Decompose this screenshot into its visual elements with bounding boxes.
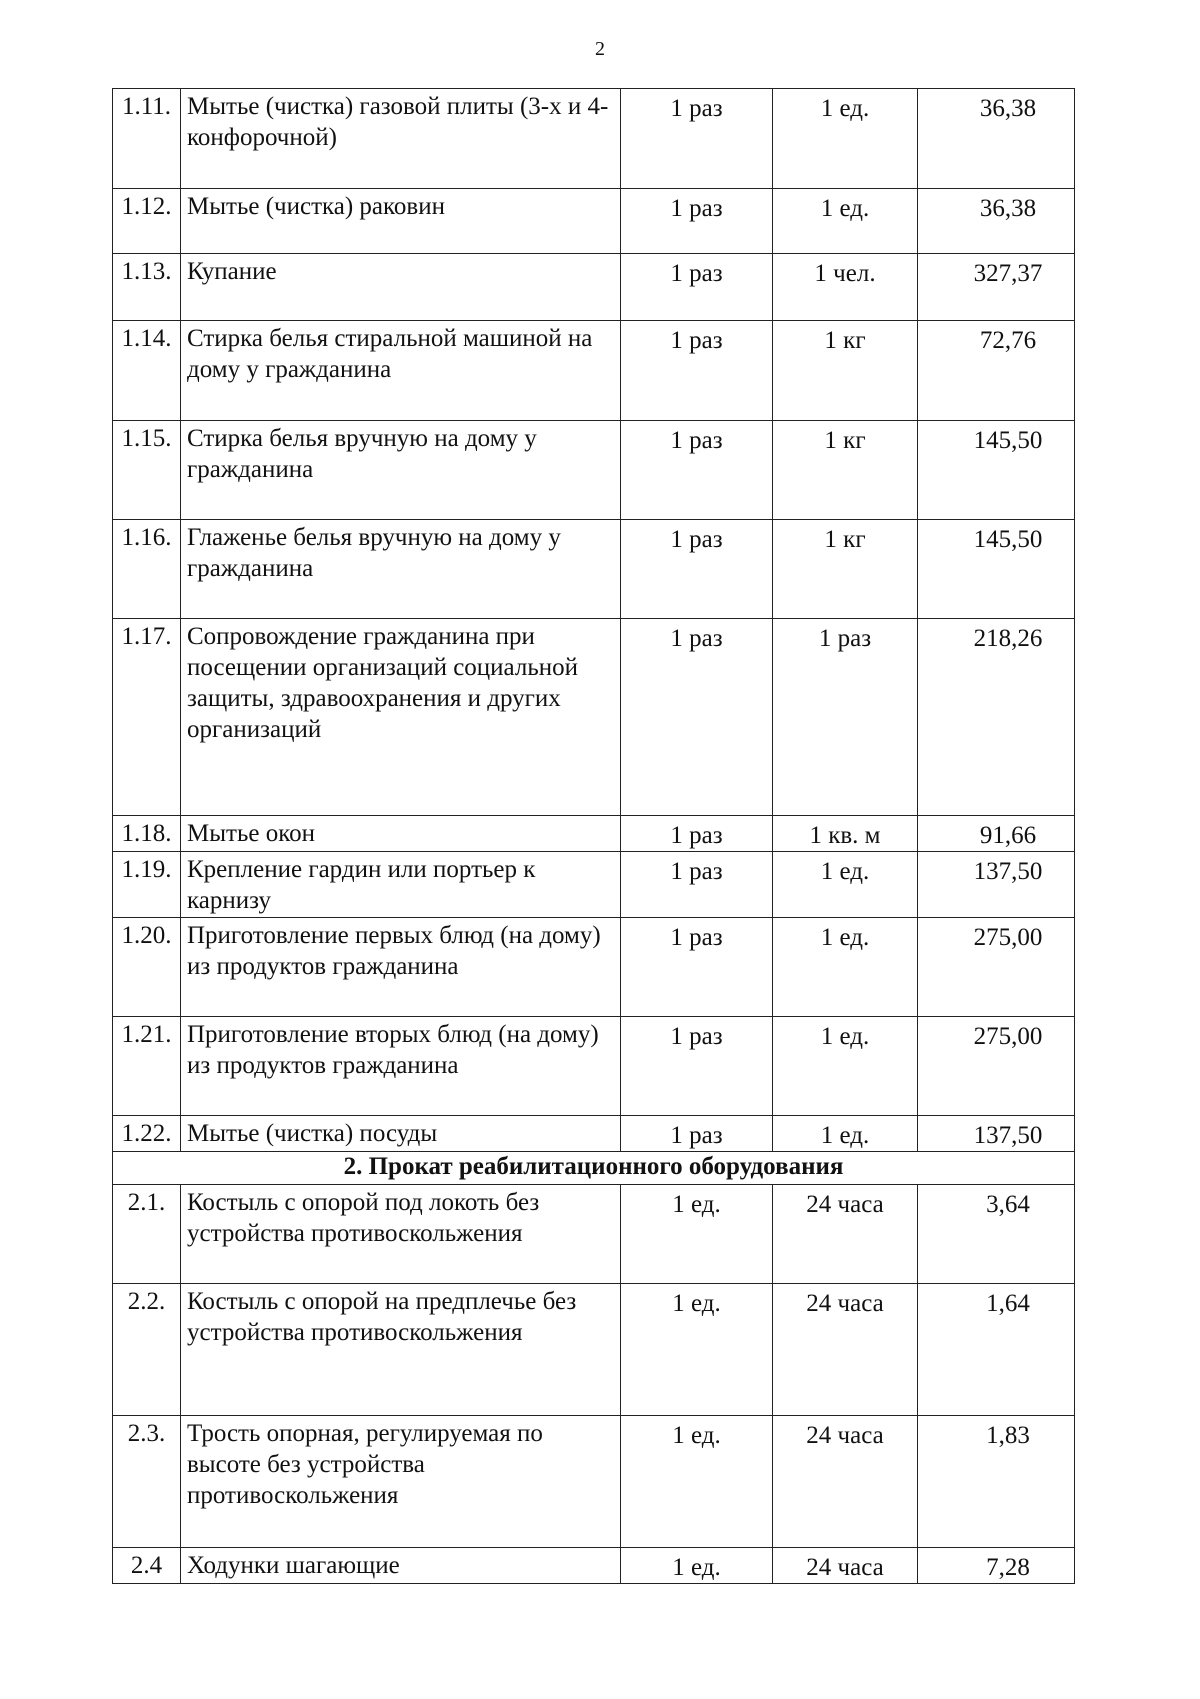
- price-cell: 7,28: [918, 1548, 1075, 1584]
- service-name: Крепление гардин или портьер к карнизу: [181, 852, 621, 918]
- table-row: [113, 1017, 1075, 1116]
- price-cell: 327,37: [918, 254, 1075, 321]
- frequency-cell: 1 раз: [621, 1116, 773, 1152]
- service-name: Купание: [181, 254, 621, 321]
- row-number: 2.2.: [113, 1284, 181, 1416]
- unit-cell: 1 кг: [773, 321, 918, 421]
- service-name: Сопровождение гражданина при посещении организаций социальной защиты, здравоохранения и других организаций: [181, 619, 621, 816]
- price-table: [112, 88, 1075, 1584]
- service-name: Приготовление вторых блюд (на дому) из продуктов гражданина: [181, 1017, 621, 1116]
- table-row: [113, 816, 1075, 852]
- price-cell: 1,83: [918, 1416, 1075, 1548]
- unit-cell: 1 кв. м: [773, 816, 918, 852]
- row-number: 2.4: [113, 1548, 181, 1584]
- frequency-cell: 1 ед.: [621, 1284, 773, 1416]
- table-row: [113, 619, 1075, 816]
- service-name: Стирка белья вручную на дому у гражданина: [181, 421, 621, 520]
- table-row: [113, 852, 1075, 918]
- table-row: [113, 918, 1075, 1017]
- frequency-cell: 1 раз: [621, 852, 773, 918]
- service-name: Глаженье белья вручную на дому у гражданина: [181, 520, 621, 619]
- service-name: Мытье (чистка) посуды: [181, 1116, 621, 1152]
- unit-cell: 1 кг: [773, 520, 918, 619]
- frequency-cell: 1 раз: [621, 918, 773, 1017]
- page-number: 2: [595, 38, 605, 60]
- price-cell: 145,50: [918, 421, 1075, 520]
- service-name: Мытье (чистка) раковин: [181, 189, 621, 254]
- unit-cell: 1 ед.: [773, 1116, 918, 1152]
- unit-cell: 1 раз: [773, 619, 918, 816]
- table-row: [113, 520, 1075, 619]
- row-number: 1.11.: [113, 89, 181, 189]
- service-name: Ходунки шагающие: [181, 1548, 621, 1584]
- service-name: Мытье (чистка) газовой плиты (3-х и 4-конфорочной): [181, 89, 621, 189]
- unit-cell: 1 кг: [773, 421, 918, 520]
- row-number: 1.22.: [113, 1116, 181, 1152]
- price-cell: 145,50: [918, 520, 1075, 619]
- frequency-cell: 1 раз: [621, 189, 773, 254]
- table-row: [113, 189, 1075, 254]
- frequency-cell: 1 раз: [621, 254, 773, 321]
- row-number: 1.13.: [113, 254, 181, 321]
- service-name: Приготовление первых блюд (на дому) из продуктов гражданина: [181, 918, 621, 1017]
- frequency-cell: 1 раз: [621, 321, 773, 421]
- unit-cell: 1 ед.: [773, 189, 918, 254]
- frequency-cell: 1 ед.: [621, 1548, 773, 1584]
- unit-cell: 1 ед.: [773, 1017, 918, 1116]
- row-number: 1.14.: [113, 321, 181, 421]
- row-number: 2.1.: [113, 1185, 181, 1284]
- row-number: 2.3.: [113, 1416, 181, 1548]
- price-cell: 137,50: [918, 1116, 1075, 1152]
- frequency-cell: 1 раз: [621, 816, 773, 852]
- row-number: 1.12.: [113, 189, 181, 254]
- row-number: 1.19.: [113, 852, 181, 918]
- frequency-cell: 1 ед.: [621, 1185, 773, 1284]
- frequency-cell: 1 ед.: [621, 1416, 773, 1548]
- unit-cell: 1 ед.: [773, 918, 918, 1017]
- table-row: [113, 1116, 1075, 1152]
- price-cell: 72,76: [918, 321, 1075, 421]
- frequency-cell: 1 раз: [621, 520, 773, 619]
- price-cell: 137,50: [918, 852, 1075, 918]
- section-title: 2. Прокат реабилитационного оборудования: [113, 1152, 1075, 1185]
- table-row: [113, 421, 1075, 520]
- table-row: [113, 254, 1075, 321]
- section-header-row: [113, 1152, 1075, 1185]
- price-cell: 3,64: [918, 1185, 1075, 1284]
- table-row: [113, 1416, 1075, 1548]
- price-cell: 275,00: [918, 1017, 1075, 1116]
- service-name: Мытье окон: [181, 816, 621, 852]
- unit-cell: 24 часа: [773, 1185, 918, 1284]
- table-row: [113, 89, 1075, 189]
- unit-cell: 1 чел.: [773, 254, 918, 321]
- service-name: Костыль с опорой на предплечье без устройства противоскольжения: [181, 1284, 621, 1416]
- price-cell: 1,64: [918, 1284, 1075, 1416]
- service-name: Костыль с опорой под локоть без устройства противоскольжения: [181, 1185, 621, 1284]
- row-number: 1.17.: [113, 619, 181, 816]
- price-cell: 275,00: [918, 918, 1075, 1017]
- row-number: 1.21.: [113, 1017, 181, 1116]
- price-cell: 91,66: [918, 816, 1075, 852]
- frequency-cell: 1 раз: [621, 89, 773, 189]
- frequency-cell: 1 раз: [621, 1017, 773, 1116]
- price-cell: 36,38: [918, 89, 1075, 189]
- row-number: 1.16.: [113, 520, 181, 619]
- price-cell: 218,26: [918, 619, 1075, 816]
- price-cell: 36,38: [918, 189, 1075, 254]
- frequency-cell: 1 раз: [621, 619, 773, 816]
- row-number: 1.18.: [113, 816, 181, 852]
- unit-cell: 24 часа: [773, 1548, 918, 1584]
- row-number: 1.15.: [113, 421, 181, 520]
- table-row: [113, 321, 1075, 421]
- table-row: [113, 1185, 1075, 1284]
- table-row: [113, 1548, 1075, 1584]
- row-number: 1.20.: [113, 918, 181, 1017]
- unit-cell: 24 часа: [773, 1416, 918, 1548]
- unit-cell: 24 часа: [773, 1284, 918, 1416]
- frequency-cell: 1 раз: [621, 421, 773, 520]
- unit-cell: 1 ед.: [773, 852, 918, 918]
- table-row: [113, 1284, 1075, 1416]
- service-name: Трость опорная, регулируемая по высоте без устройства противоскольжения: [181, 1416, 621, 1548]
- service-name: Стирка белья стиральной машиной на дому у гражданина: [181, 321, 621, 421]
- unit-cell: 1 ед.: [773, 89, 918, 189]
